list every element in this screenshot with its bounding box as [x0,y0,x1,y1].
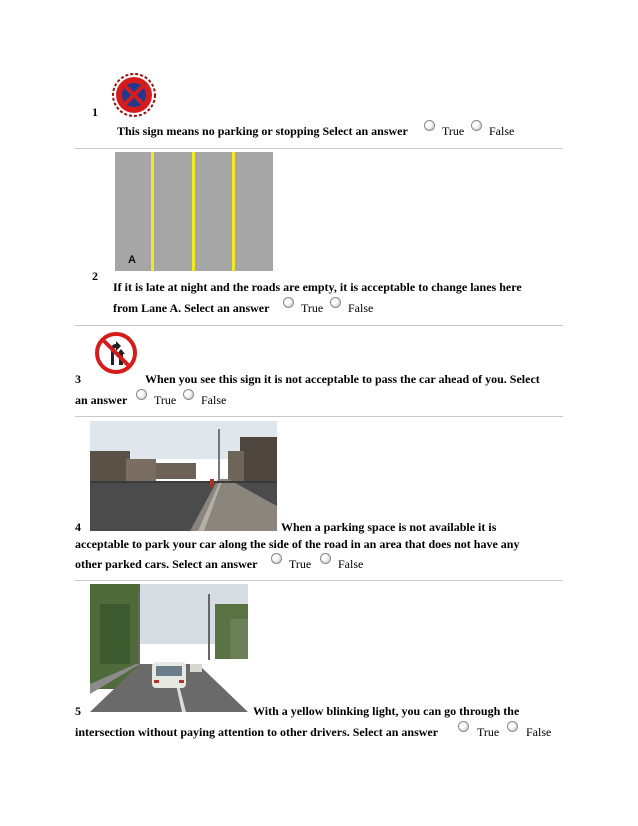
divider [75,580,563,581]
true-radio[interactable] [271,553,282,564]
question-number: 1 [92,105,98,119]
question-1 [0,0,638,150]
question-text-line2: an answer [75,393,128,407]
true-label: True [477,725,500,739]
question-5 [0,582,638,752]
false-radio[interactable] [183,389,194,400]
question-text-line1: When you see this sign it is not acceptable to pass the car ahead of you. Select [145,372,540,386]
true-label: True [301,301,324,315]
true-radio[interactable] [458,721,469,732]
question-number: 3 [75,372,81,386]
question-4 [0,418,638,580]
question-number: 4 [75,520,81,534]
true-radio[interactable] [136,389,147,400]
true-label: True [154,393,177,407]
question-number: 2 [92,269,98,283]
question-2 [0,150,638,325]
false-label: False [338,557,364,571]
lane-label: A [128,254,136,266]
divider [75,148,563,149]
false-radio[interactable] [471,120,482,131]
question-text-line2: from Lane A. Select an answer [113,301,270,315]
question-3 [0,327,638,417]
false-label: False [526,725,552,739]
false-radio[interactable] [320,553,331,564]
false-label: False [348,301,374,315]
no-passing-sign-image [95,332,137,374]
question-text-line3: other parked cars. Select an answer [75,557,258,571]
divider [75,325,563,326]
true-radio[interactable] [283,297,294,308]
question-text-line2: intersection without paying attention to other drivers. Select an answer [75,725,439,739]
question-text-line1: If it is late at night and the roads are empty, it is acceptable to change lanes here [113,280,522,294]
road-photo-image [90,584,248,712]
street-photo-image [90,421,277,531]
false-label: False [489,124,515,138]
lane-diagram-image [115,152,273,271]
false-radio[interactable] [330,297,341,308]
false-label: False [201,393,227,407]
question-text: This sign means no parking or stopping Select an answer [117,124,408,138]
question-text-line1: When a parking space is not available it is [281,520,497,534]
divider [75,416,563,417]
true-radio[interactable] [424,120,435,131]
question-text-line1: With a yellow blinking light, you can go through the [253,704,520,718]
question-text-line2: acceptable to park your car along the side of the road in an area that does not have any [75,537,520,551]
no-parking-sign-image [112,73,156,117]
false-radio[interactable] [507,721,518,732]
true-label: True [289,557,312,571]
true-label: True [442,124,465,138]
question-number: 5 [75,704,81,718]
